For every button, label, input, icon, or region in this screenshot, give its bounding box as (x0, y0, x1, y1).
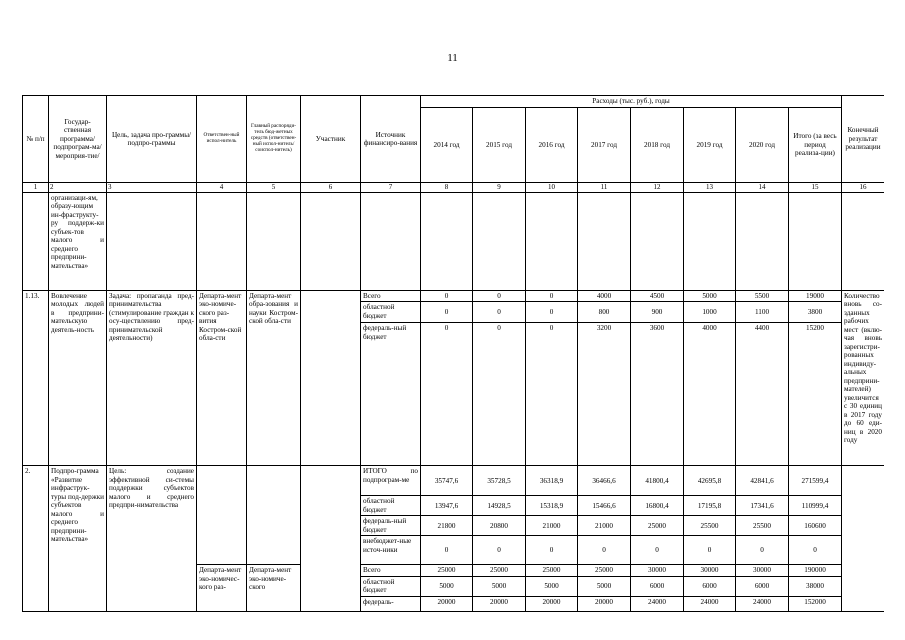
value-cell: 900 (631, 302, 684, 323)
column-number: 16 (842, 183, 885, 193)
table-row (23, 193, 885, 291)
header-funding-source: Источник финансиро-вания (361, 96, 421, 183)
value-cell: 6000 (736, 576, 789, 596)
value-cell: 800 (578, 302, 631, 323)
header-responsible: Ответствен-ный испол-нитель (197, 96, 247, 183)
value-cell: 0 (578, 536, 631, 565)
value-cell: 0 (473, 291, 526, 302)
value-cell: 6000 (684, 576, 736, 596)
value-cell: 25500 (736, 516, 789, 536)
source-label: Всего (361, 291, 421, 302)
total-cell: 152000 (789, 596, 842, 611)
column-number: 8 (421, 183, 473, 193)
value-cell: 0 (684, 536, 736, 565)
value-cell: 20000 (473, 596, 526, 611)
row-responsible: Департа-мент эко-номичес-кого раз- (197, 565, 247, 611)
table-row (23, 291, 885, 302)
value-cell: 0 (526, 323, 578, 466)
value-cell: 0 (526, 291, 578, 302)
value-cell: 20000 (421, 596, 473, 611)
value-cell: 20800 (473, 516, 526, 536)
source-label: внебюджет-ные источ-ники (361, 536, 421, 565)
column-number: 5 (247, 183, 301, 193)
row-participant (301, 291, 361, 466)
value-cell: 16800,4 (631, 496, 684, 516)
row-name: Вовлечение молодых людей в предприни-мательскую деятель-ность (49, 291, 107, 466)
header-year: 2018 год (631, 108, 684, 183)
value-cell: 13947,6 (421, 496, 473, 516)
value-cell: 42841,6 (736, 466, 789, 496)
header-final-result: Конечный результат реализации (842, 96, 885, 183)
source-label: федераль- (361, 596, 421, 611)
value-cell: 30000 (684, 565, 736, 576)
total-cell: 38000 (789, 576, 842, 596)
value-cell: 0 (736, 536, 789, 565)
column-number: 14 (736, 183, 789, 193)
value-cell: 21000 (578, 516, 631, 536)
table-header-row (23, 96, 885, 108)
value-cell: 24000 (684, 596, 736, 611)
value-cell: 5000 (578, 576, 631, 596)
value-cell: 25000 (631, 516, 684, 536)
carry-over-text: организаци-ям, образу-ющим ин-фраструкту-ру поддерж-ки субъек-тов малого и среднего предприни-мательства» (49, 193, 107, 291)
value-cell: 0 (421, 291, 473, 302)
row-name: Подпро-грамма «Развитие инфраструк-туры под-держки субъектов малого и среднего предприни-мательства» (49, 466, 107, 611)
value-cell: 25000 (421, 565, 473, 576)
value-cell: 0 (473, 536, 526, 565)
source-label: федераль-ный бюджет (361, 516, 421, 536)
value-cell: 0 (421, 536, 473, 565)
source-label: федераль-ный бюджет (361, 323, 421, 466)
value-cell: 20000 (578, 596, 631, 611)
value-cell: 14928,5 (473, 496, 526, 516)
total-cell: 3800 (789, 302, 842, 323)
source-label: ИТОГО по подпрограм-ме (361, 466, 421, 496)
total-cell: 160600 (789, 516, 842, 536)
value-cell: 25500 (684, 516, 736, 536)
column-number: 9 (473, 183, 526, 193)
total-cell: 0 (789, 536, 842, 565)
header-year: 2014 год (421, 108, 473, 183)
value-cell: 0 (421, 302, 473, 323)
value-cell: 35728,5 (473, 466, 526, 496)
value-cell: 36466,6 (578, 466, 631, 496)
value-cell: 21000 (526, 516, 578, 536)
total-cell: 15200 (789, 323, 842, 466)
source-label: областной бюджет (361, 302, 421, 323)
total-cell: 19000 (789, 291, 842, 302)
page-number: 11 (447, 52, 458, 64)
value-cell: 15466,6 (578, 496, 631, 516)
value-cell: 15318,9 (526, 496, 578, 516)
row-final-result: Количество вновь со-зданных рабочих мест (вклю-чая вновь зарегистри-рованных индивиду-альных предприни-мателей) увеличится с 30 единиц в 2017 году до 60 еди-ниц в 2020 году (842, 291, 885, 466)
header-year: 2017 год (578, 108, 631, 183)
row-chief-administrator: Департа-мент эко-номиче-ского (247, 565, 301, 611)
value-cell: 5000 (421, 576, 473, 596)
value-cell: 25000 (578, 565, 631, 576)
budget-table-sheet (22, 95, 884, 615)
row-responsible: Департа-мент эко-номиче-ского раз-вития Костром-ской обла-сти (197, 291, 247, 466)
row-chief-administrator: Департа-мент обра-зования и науки Костром-ской обла-сти (247, 291, 301, 466)
value-cell: 5500 (736, 291, 789, 302)
value-cell: 6000 (631, 576, 684, 596)
value-cell: 5000 (473, 576, 526, 596)
header-total: Итого (за весь период реализа-ции) (789, 108, 842, 183)
value-cell: 42695,8 (684, 466, 736, 496)
column-number: 12 (631, 183, 684, 193)
value-cell: 0 (421, 323, 473, 466)
header-year: 2019 год (684, 108, 736, 183)
row-number: 2. (23, 466, 49, 611)
header-year: 2015 год (473, 108, 526, 183)
value-cell: 36318,9 (526, 466, 578, 496)
header-participant: Участник (301, 96, 361, 183)
column-number: 3 (107, 183, 197, 193)
value-cell: 25000 (473, 565, 526, 576)
source-label: областной бюджет (361, 496, 421, 516)
total-cell: 271599,4 (789, 466, 842, 496)
column-number: 4 (197, 183, 247, 193)
column-number: 2 (49, 183, 107, 193)
value-cell: 4400 (736, 323, 789, 466)
column-number: 7 (361, 183, 421, 193)
value-cell: 41800,4 (631, 466, 684, 496)
value-cell: 24000 (736, 596, 789, 611)
source-label: областной бюджет (361, 576, 421, 596)
row-goal: Задача: пропаганда пред-принимательства (стимулирование граждан к осу-ществлению пред-принимательской деятельности) (107, 291, 197, 466)
value-cell: 35747,6 (421, 466, 473, 496)
value-cell: 21800 (421, 516, 473, 536)
value-cell: 5000 (684, 291, 736, 302)
value-cell: 5000 (526, 576, 578, 596)
value-cell: 1100 (736, 302, 789, 323)
header-program: Государ-ственная программа/ подпрограм-ма/ мероприя-тие/ (49, 96, 107, 183)
value-cell: 4500 (631, 291, 684, 302)
value-cell: 3600 (631, 323, 684, 466)
value-cell: 17341,6 (736, 496, 789, 516)
value-cell: 30000 (736, 565, 789, 576)
value-cell: 0 (473, 302, 526, 323)
value-cell: 1000 (684, 302, 736, 323)
value-cell: 25000 (526, 565, 578, 576)
value-cell: 30000 (631, 565, 684, 576)
value-cell: 20000 (526, 596, 578, 611)
value-cell: 17195,8 (684, 496, 736, 516)
header-year: 2020 год (736, 108, 789, 183)
total-cell: 190000 (789, 565, 842, 576)
column-number: 11 (578, 183, 631, 193)
header-expenses: Расходы (тыс. руб.), годы (421, 96, 842, 108)
budget-table (22, 95, 884, 612)
value-cell: 0 (526, 302, 578, 323)
row-goal: Цель: создание эффективной си-стемы поддержки субъектов малого и среднего предпри-нимательства (107, 466, 197, 611)
source-label: Всего (361, 565, 421, 576)
row-number: 1.13. (23, 291, 49, 466)
value-cell: 0 (473, 323, 526, 466)
header-year: 2016 год (526, 108, 578, 183)
column-number: 13 (684, 183, 736, 193)
column-number: 15 (789, 183, 842, 193)
value-cell: 3200 (578, 323, 631, 466)
column-number-row (23, 183, 885, 193)
table-row (23, 466, 885, 496)
column-number: 6 (301, 183, 361, 193)
value-cell: 0 (526, 536, 578, 565)
value-cell: 24000 (631, 596, 684, 611)
header-number: № п/п (23, 96, 49, 183)
total-cell: 110999,4 (789, 496, 842, 516)
value-cell: 4000 (578, 291, 631, 302)
column-number: 10 (526, 183, 578, 193)
value-cell: 4000 (684, 323, 736, 466)
value-cell: 0 (631, 536, 684, 565)
header-chief-administrator: Главный распоряди-тель бюд-жетных средств (ответствен-ный испол-нитель/ соиспол-нитель) (247, 96, 301, 183)
column-number: 1 (23, 183, 49, 193)
header-goal: Цель, задача про-граммы/ подпро-граммы (107, 96, 197, 183)
